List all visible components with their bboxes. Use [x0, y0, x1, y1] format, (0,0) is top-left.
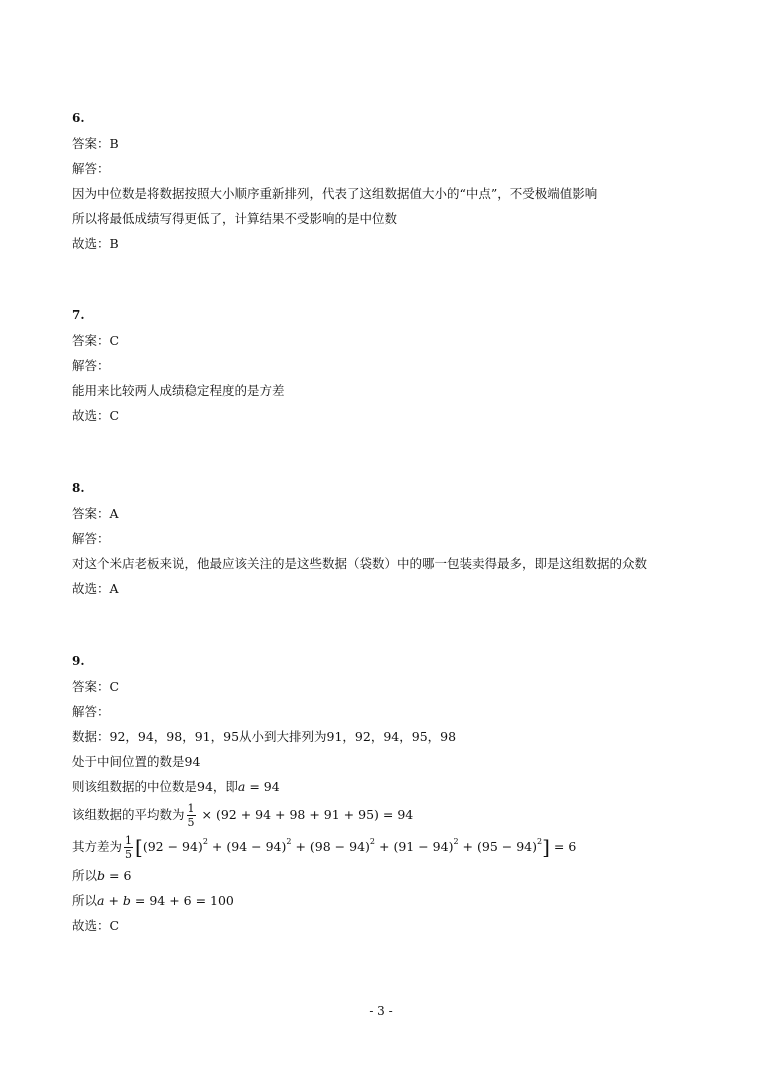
b-equation: = 6 — [105, 868, 132, 883]
fraction-numerator: 1 — [187, 802, 195, 815]
exponent: 2 — [537, 837, 543, 846]
answer: 答案：C — [72, 333, 120, 348]
problem-8 — [72, 476, 702, 601]
b-line — [72, 863, 702, 888]
problem-6 — [72, 106, 702, 256]
variance-prefix: 其方差为 — [72, 839, 123, 854]
mean-prefix: 该组数据的平均数为 — [72, 807, 185, 822]
solution-line: 因为中位数是将数据按照大小顺序重新排列，代表了这组数据值大小的“中点”，不受极端值影响 — [72, 186, 598, 201]
median-prefix: 则该组数据的中位数是94，即 — [72, 779, 238, 794]
plus-sign: + — [295, 839, 306, 854]
exponent: 2 — [202, 837, 208, 846]
solution-label: 解答： — [72, 358, 110, 373]
variance-term: (94 − 94) — [226, 839, 287, 854]
solution-line: 对这个米店老板来说，他最应该关注的是这些数据（袋数）中的哪一包装卖得最多，即是这组数据的众数 — [72, 556, 648, 571]
plus-sign: + — [462, 839, 474, 854]
solution-label: 解答： — [72, 161, 110, 176]
fraction-numerator: 1 — [125, 834, 133, 847]
solution-line: 故选：B — [72, 236, 119, 251]
sum-equation: = 94 + 6 = 100 — [130, 893, 234, 908]
problem-number: 9. — [72, 654, 85, 668]
answer: 答案：A — [72, 506, 119, 521]
fraction-denominator: 5 — [187, 816, 195, 829]
fraction-one-fifth — [124, 835, 133, 860]
variance-term: (92 − 94) — [142, 839, 203, 854]
exponent: 2 — [286, 837, 292, 846]
math-var-b: b — [97, 868, 106, 883]
plus-sign: + — [104, 893, 123, 908]
problem-7 — [72, 303, 702, 428]
problem-number: 8. — [72, 481, 85, 495]
problem-number: 6. — [72, 111, 85, 125]
math-var-a: a — [237, 779, 246, 794]
math-var-a: a — [97, 893, 105, 908]
median-line — [72, 774, 702, 799]
solution-line: 能用来比较两人成绩稳定程度的是方差 — [72, 383, 285, 398]
variance-line — [72, 831, 702, 863]
variance-term: (95 − 94) — [477, 839, 538, 854]
problem-9 — [72, 649, 702, 938]
exponent: 2 — [369, 837, 376, 846]
data-line: 数据：92，94，98，91，95从小到大排列为91，92，94，95，98 — [72, 729, 457, 744]
fraction-one-fifth — [187, 803, 196, 828]
plus-sign: + — [379, 839, 390, 854]
left-bracket: [ — [135, 835, 143, 859]
variance-term: (98 − 94) — [309, 839, 370, 854]
sum-prefix: 所以 — [72, 893, 98, 908]
sum-line — [72, 888, 702, 913]
fraction-denominator: 5 — [125, 848, 133, 861]
plus-sign: + — [211, 839, 223, 854]
solution-line: 故选：C — [72, 408, 120, 423]
answer: 答案：C — [72, 679, 120, 694]
choice-line: 故选：C — [72, 918, 120, 933]
mean-expression: × (92 + 94 + 98 + 91 + 95) = 94 — [201, 807, 414, 822]
right-bracket: ] — [542, 835, 550, 859]
solution-line: 故选：A — [72, 581, 119, 596]
variance-term: (91 − 94) — [393, 839, 454, 854]
exponent: 2 — [453, 837, 459, 846]
middle-line: 处于中间位置的数是94 — [72, 754, 201, 769]
solution-line: 所以将最低成绩写得更低了，计算结果不受影响的是中位数 — [72, 211, 398, 226]
problem-number: 7. — [72, 308, 85, 322]
b-prefix: 所以 — [72, 868, 98, 883]
math-var-b: b — [122, 893, 131, 908]
answer: 答案：B — [72, 136, 119, 151]
median-equation: = 94 — [245, 779, 280, 794]
solution-label: 解答： — [72, 704, 110, 719]
page-number: - 3 - — [369, 1004, 393, 1018]
variance-result: = 6 — [553, 839, 577, 854]
solution-label: 解答： — [72, 531, 110, 546]
mean-line — [72, 799, 702, 831]
